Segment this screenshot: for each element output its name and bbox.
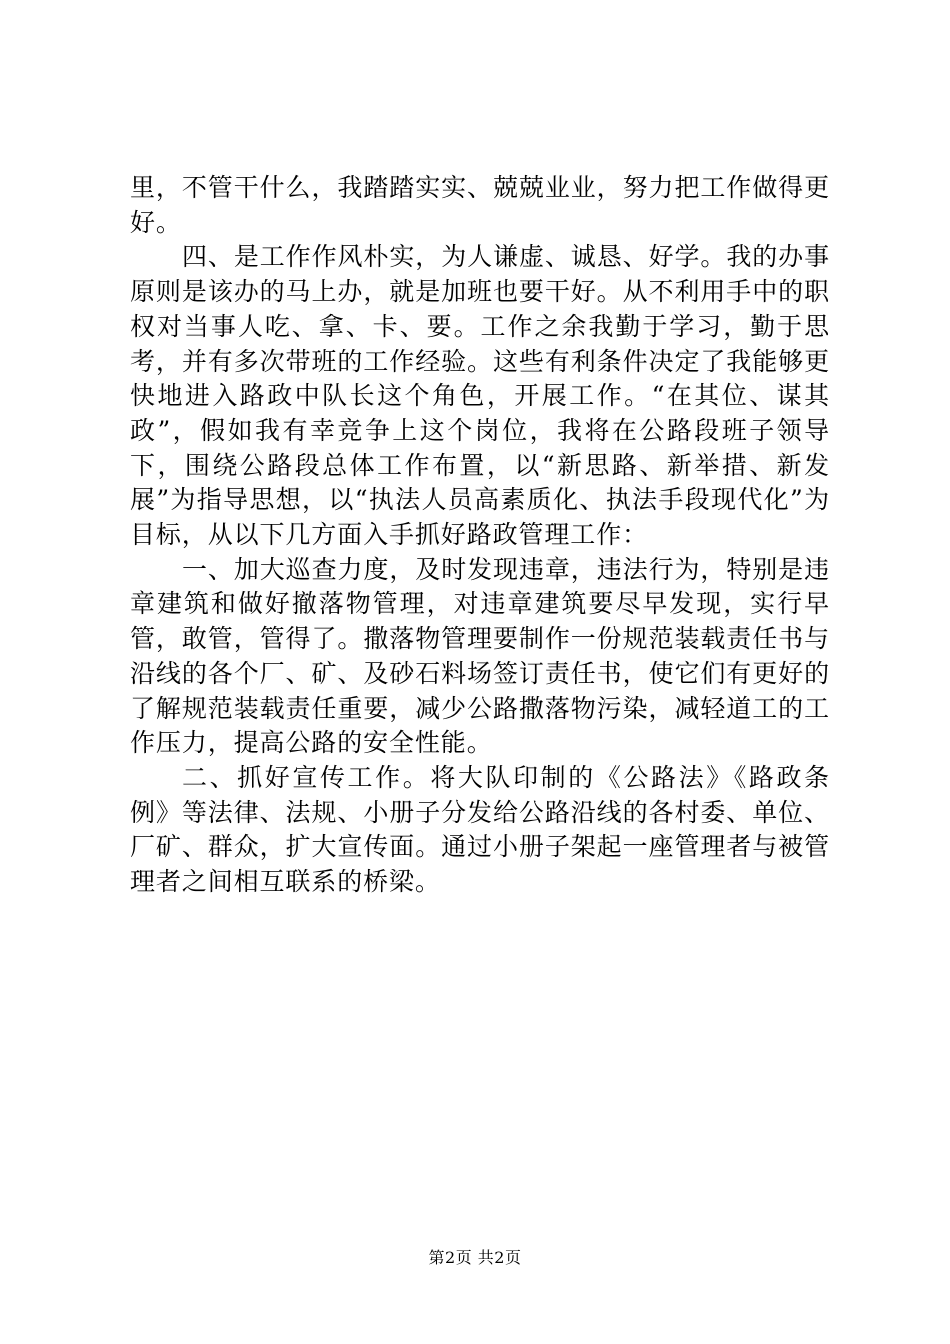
paragraph-item-two: 二、抓好宣传工作。将大队印制的《公路法》《路政条例》等法律、法规、小册子分发给公路沿线的各村委、单位、厂矿、群众，扩大宣传面。通过小册子架起一座管理者与被管理者之间相互联系的桥梁。 bbox=[130, 762, 830, 897]
paragraph-item-one: 一、加大巡查力度，及时发现违章，违法行为，特别是违章建筑和做好撤落物管理，对违章建筑要尽早发现，实行早管，敢管，管得了。撒落物管理要制作一份规范装载责任书与沿线的各个厂、矿、及砂石料场签订责任书，使它们有更好的了解规范装载责任重要，减少公路撒落物污染，减轻道工的工作压力，提高公路的安全性能。 bbox=[130, 554, 830, 758]
document-body bbox=[130, 171, 830, 900]
paragraph-point-four: 四、是工作作风朴实，为人谦虚、诚恳、好学。我的办事原则是该办的马上办，就是加班也要干好。从不利用手中的职权对当事人吃、拿、卡、要。工作之余我勤于学习，勤于思考，并有多次带班的工作经验。这些有利条件决定了我能够更快地进入路政中队长这个角色，开展工作。“在其位、谋其政”，假如我有幸竞争上这个岗位，我将在公路段班子领导下，围绕公路段总体工作布置，以“新思路、新举措、新发展”为指导思想，以“执法人员高素质化、执法手段现代化”为目标，从以下几方面入手抓好路政管理工作： bbox=[130, 242, 830, 550]
page-footer: 第2页 共2页 bbox=[428, 1248, 522, 1267]
paragraph-continuation: 里，不管干什么，我踏踏实实、兢兢业业，努力把工作做得更好。 bbox=[130, 173, 830, 237]
